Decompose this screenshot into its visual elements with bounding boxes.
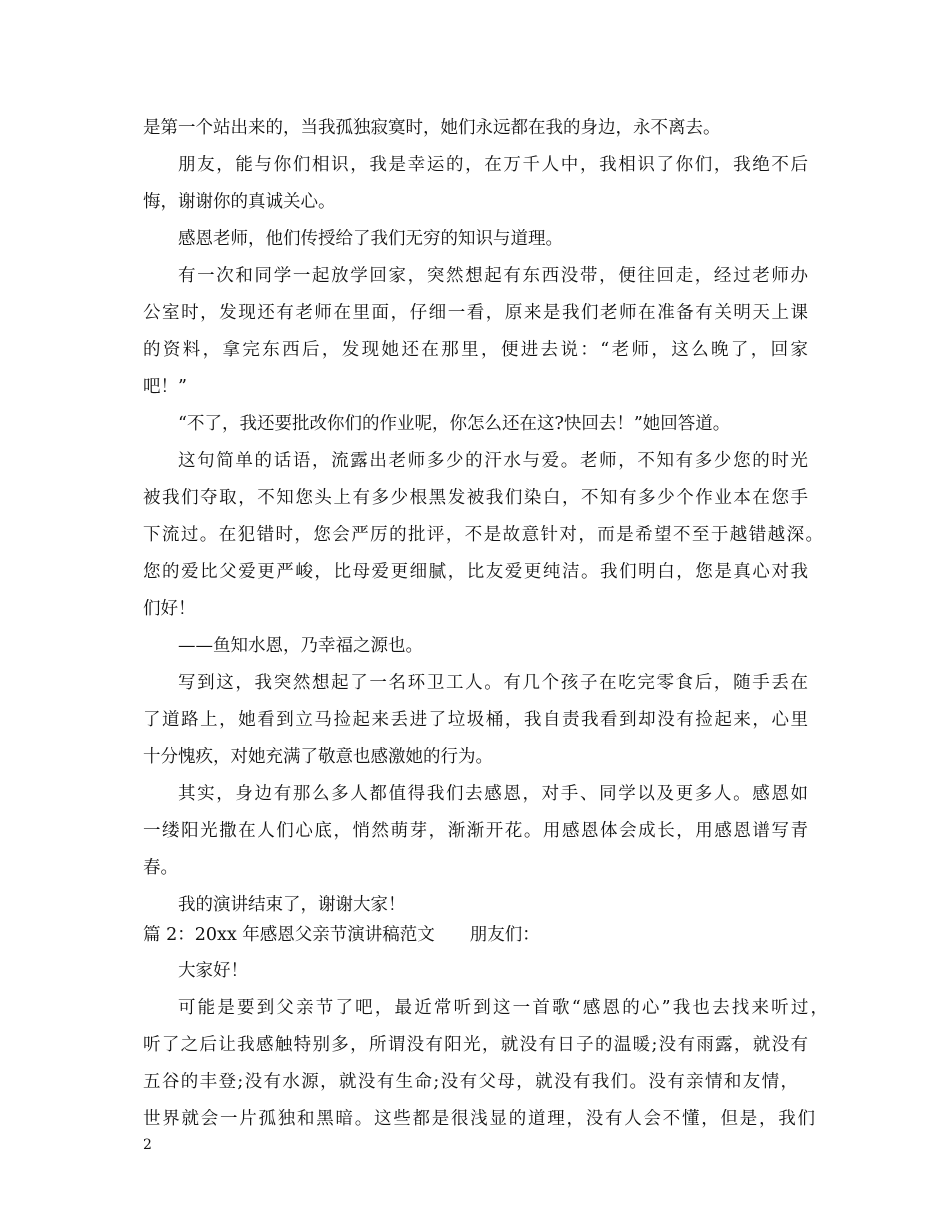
text-line: 朋友，能与你们相识，我是幸运的，在万千人中，我相识了你们，我绝不后 — [178, 155, 808, 175]
text-line: 其实，身边有那么多人都值得我们去感恩，对手、同学以及更多人。感恩如 — [178, 784, 808, 804]
text-line: 我的演讲结束了，谢谢大家！ — [178, 895, 406, 915]
text-line: 是第一个站出来的，当我孤独寂寞时，她们永远都在我的身边，永不离去。 — [143, 118, 721, 138]
text-line: 春。 — [143, 858, 178, 878]
text-line: “不了，我还要批改你们的作业呢，你怎么还在这?快回去！”她回答道。 — [178, 414, 731, 434]
text-line: ——鱼知水恩，乃幸福之源也。 — [178, 636, 423, 656]
section-heading: 篇 2：20xx 年感恩父亲节演讲稿范文 朋友们： — [143, 925, 540, 945]
text-line: 世界就会一片孤独和黑暗。这些都是很浅显的道理，没有人会不懂，但是，我们 — [143, 1109, 815, 1129]
page-number: 2 — [143, 1137, 152, 1153]
text-line: 一缕阳光撒在人们心底，悄然萌芽，渐渐开花。用感恩体会成长，用感恩谱写青 — [143, 821, 808, 841]
text-line: 的资料，拿完东西后，发现她还在那里，便进去说：“老师，这么晚了，回家 — [143, 340, 808, 360]
text-line: 大家好！ — [178, 961, 248, 981]
text-line: 悔，谢谢你的真诚关心。 — [143, 192, 336, 212]
text-line: 十分愧疚，对她充满了敬意也感激她的行为。 — [143, 747, 493, 767]
text-line: 感恩老师，他们传授给了我们无穷的知识与道理。 — [178, 229, 563, 249]
text-line: 被我们夺取，不知您头上有多少根黑发被我们染白，不知有多少个作业本在您手 — [143, 488, 808, 508]
text-line: 了道路上，她看到立马捡起来丢进了垃圾桶，我自责我看到却没有捡起来，心里 — [143, 710, 808, 730]
text-line: 这句简单的话语，流露出老师多少的汗水与爱。老师，不知有多少您的时光 — [178, 451, 808, 471]
text-line: 公室时，发现还有老师在里面，仔细一看，原来是我们老师在准备有关明天上课 — [143, 303, 808, 323]
text-line: 您的爱比父爱更严峻，比母爱更细腻，比友爱更纯洁。我们明白，您是真心对我 — [143, 562, 808, 582]
text-line: 下流过。在犯错时，您会严厉的批评，不是故意针对，而是希望不至于越错越深。 — [143, 525, 823, 545]
text-line: 写到这，我突然想起了一名环卫工人。有几个孩子在吃完零食后，随手丢在 — [178, 673, 808, 693]
text-line: 们好！ — [143, 599, 196, 619]
text-line: 听了之后让我感触特别多，所谓没有阳光，就没有日子的温暖;没有雨露，就没有 — [143, 1035, 808, 1055]
text-line: 五谷的丰登;没有水源，就没有生命;没有父母，就没有我们。没有亲情和友情， — [143, 1072, 798, 1092]
text-line: 有一次和同学一起放学回家，突然想起有东西没带，便往回走，经过老师办 — [178, 266, 808, 286]
text-line: 可能是要到父亲节了吧，最近常听到这一首歌“感恩的心”我也去找来听过， — [178, 998, 828, 1018]
text-line: 吧！” — [143, 377, 187, 397]
